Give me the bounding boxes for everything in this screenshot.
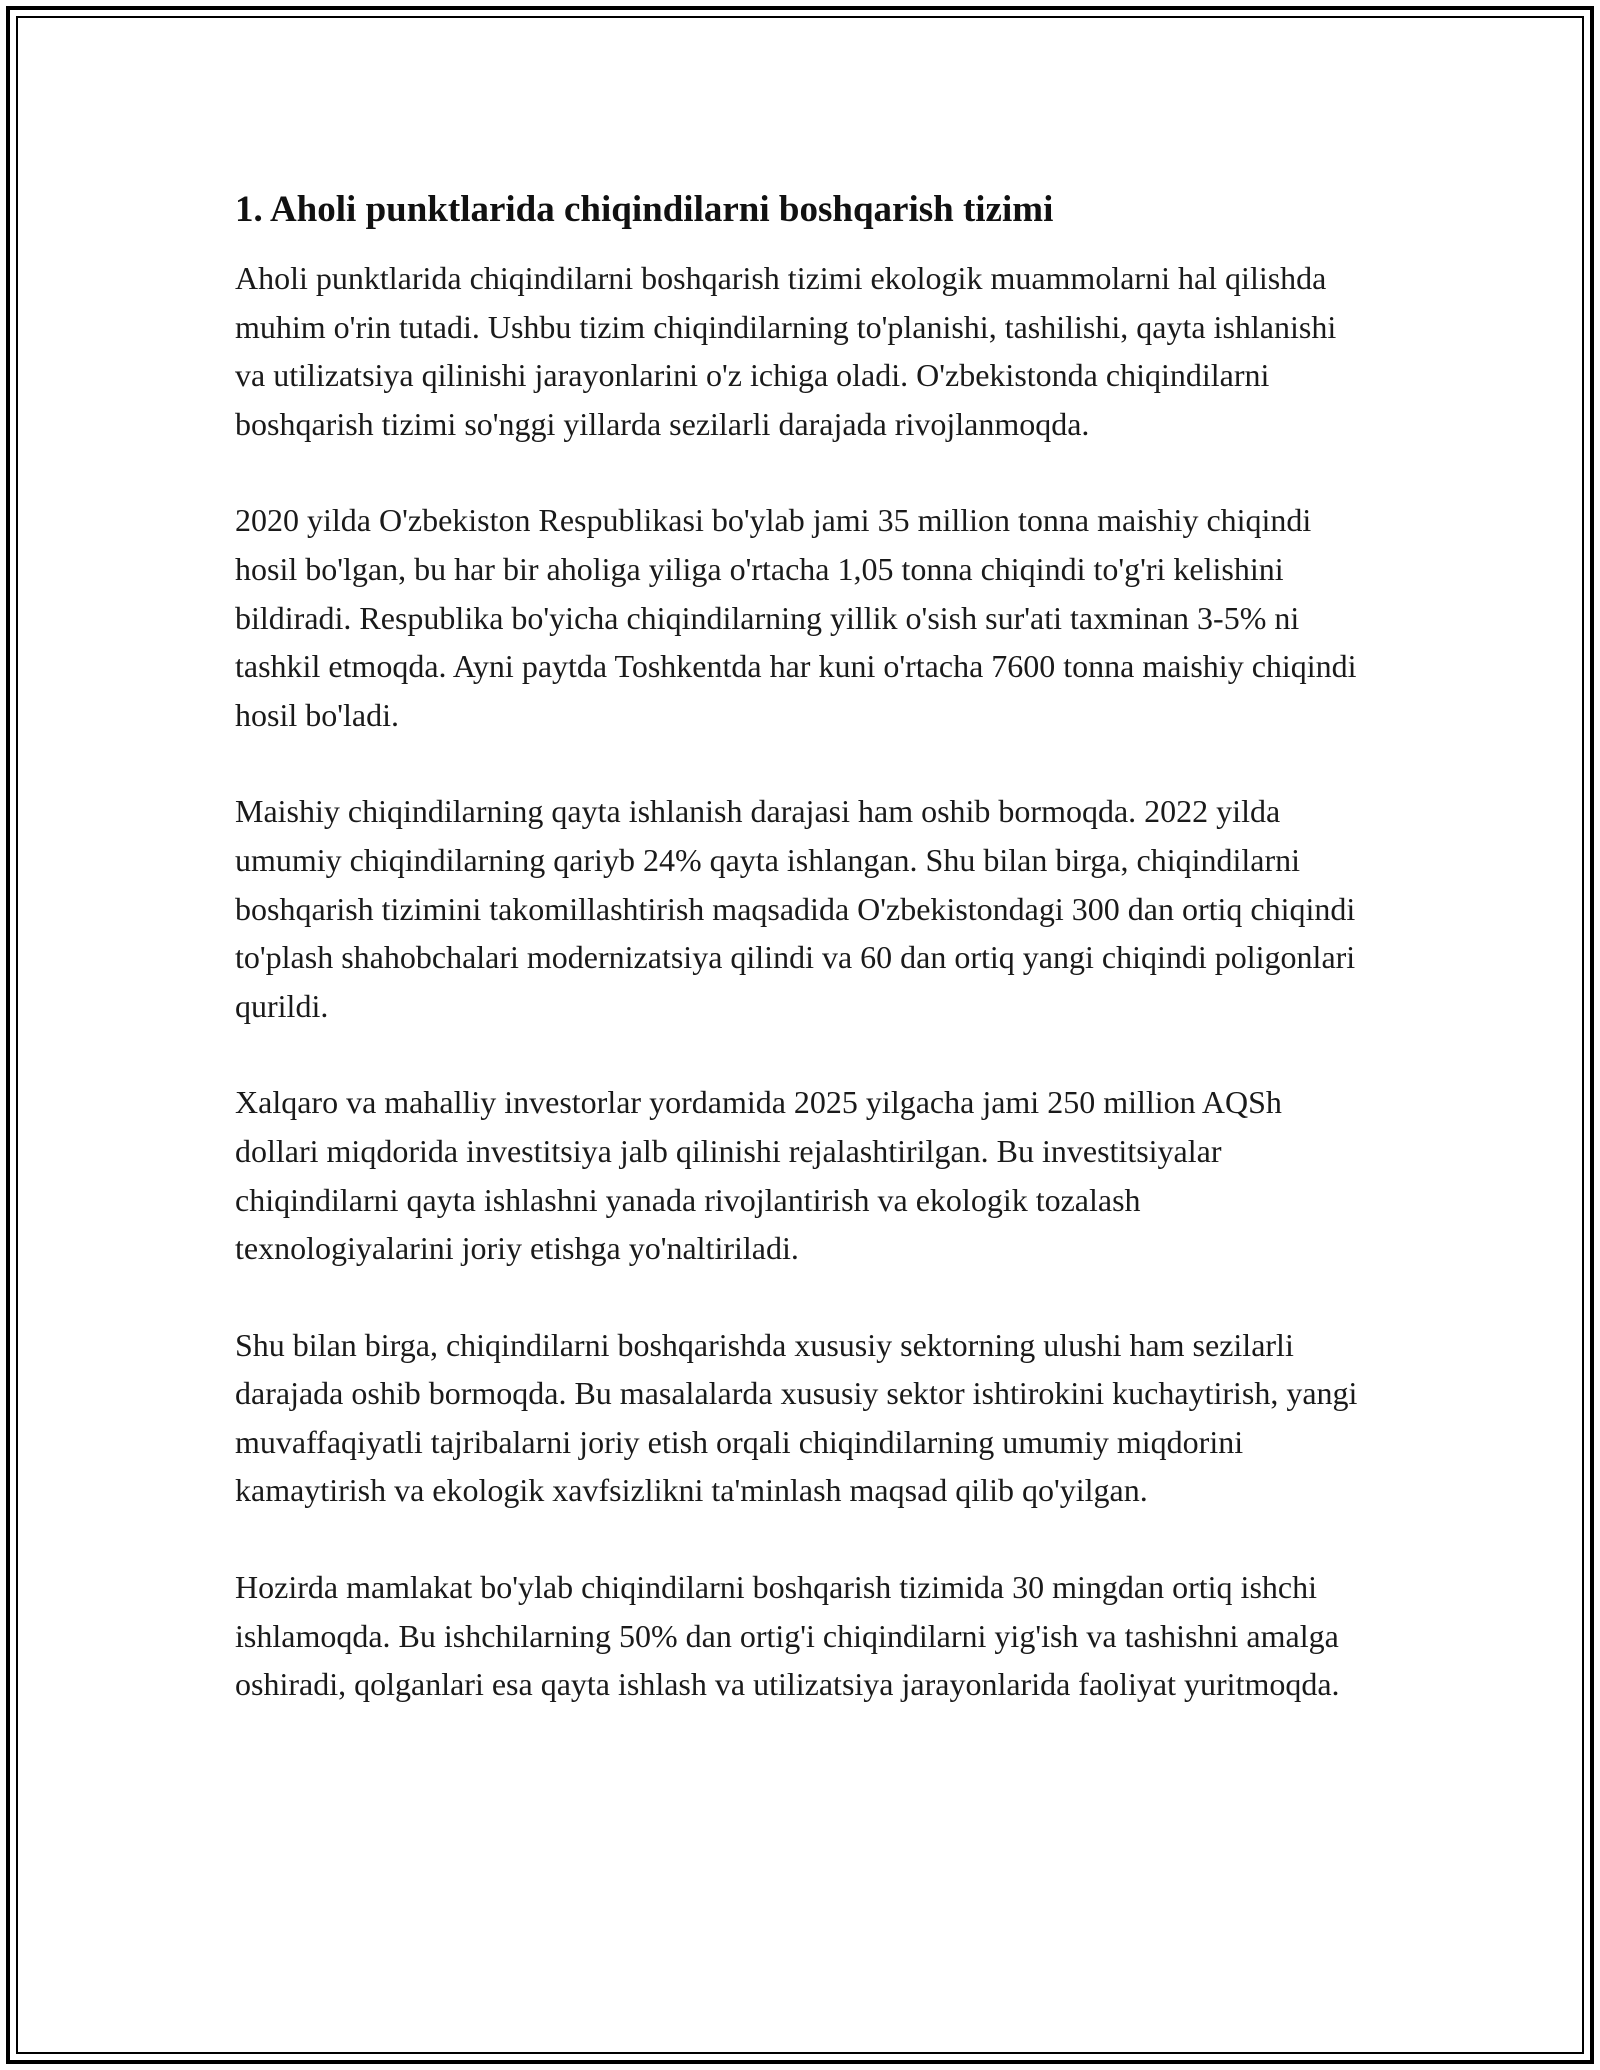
paragraph-4: Xalqaro va mahalliy investorlar yordamida 2025 yilgacha jami 250 million AQSh dollari miqdorida investitsiya jalb qilinishi rejalashtirilgan. Bu investitsiyalar chiqindilarni qayta ishlashni yanada rivojlantirish va ekologik tozalash texnologiyalarini joriy etishga yo'naltiriladi.: [235, 1084, 1282, 1267]
paragraph-2: 2020 yilda O'zbekiston Respublikasi bo'ylab jami 35 million tonna maishiy chiqindi hosil bo'lgan, bu har bir aholiga yiliga o'rtacha 1,05 tonna chiqindi to'g'ri kelishini bildiradi. Respublika bo'yicha chiqindilarning yillik o'sish sur'ati taxminan 3-5% ni tashkil etmoqda. Ayni paytda Toshkentda har kuni o'rtacha 7600 tonna maishiy chiqindi hosil bo'ladi.: [235, 502, 1357, 733]
section-heading: 1. Aholi punktlarida chiqindilarni boshqarish tizimi: [235, 189, 1054, 230]
paragraph-3: Maishiy chiqindilarning qayta ishlanish darajasi ham oshib bormoqda. 2022 yilda umumiy chiqindilarning qariyb 24% qayta ishlangan. Shu bilan birga, chiqindilarni boshqarish tizimini takomillashtirish maqsadida O'zbekistondagi 300 dan ortiq chiqindi to'plash shahobchalari modernizatsiya qilindi va 60 dan ortiq yangi chiqindi poligonlari qurildi.: [235, 793, 1356, 1024]
paragraph-6: Hozirda mamlakat bo'ylab chiqindilarni boshqarish tizimida 30 mingdan ortiq ishchi ishlamoqda. Bu ishchilarning 50% dan ortig'i chiqindilarni yig'ish va tashishni amalga oshiradi, qolganlari esa qayta ishlash va utilizatsiya jarayonlarida faoliyat yuritmoqda.: [235, 1569, 1340, 1703]
document-body: [235, 186, 1365, 1757]
paragraph-5: Shu bilan birga, chiqindilarni boshqarishda xususiy sektorning ulushi ham sezilarli darajada oshib bormoqda. Bu masalalarda xususiy sektor ishtirokini kuchaytirish, yangi muvaffaqiyatli tajribalarni joriy etish orqali chiqindilarning umumiy miqdorini kamaytirish va ekologik xavfsizlikni ta'minlash maqsad qilib qo'yilgan.: [235, 1326, 1358, 1509]
paragraph-1: Aholi punktlarida chiqindilarni boshqarish tizimi ekologik muammolarni hal qilishda muhim o'rin tutadi. Ushbu tizim chiqindilarning to'planishi, tashilishi, qayta ishlanishi va utilizatsiya qilinishi jarayonlarini o'z ichiga oladi. O'zbekistonda chiqindilarni boshqarish tizimi so'nggi yillarda sezilarli darajada rivojlanmoqda.: [235, 260, 1337, 442]
